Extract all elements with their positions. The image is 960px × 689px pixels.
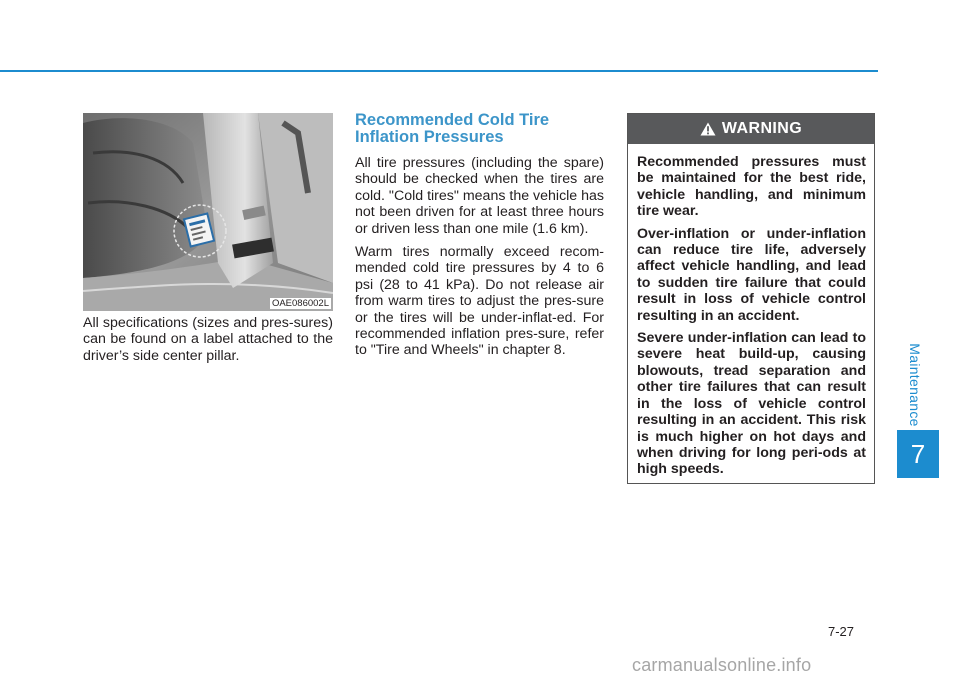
chapter-label: Maintenance	[907, 343, 923, 427]
warning-paragraph: Severe under-inflation can lead to severe heat build-up, causing blowouts, tread separation and other tire failures that can result in the loss of vehicle control resulting in an accident. This risk is much higher on hot days and when driving for long peri-ods at high speeds.	[637, 330, 866, 478]
watermark: carmanualsonline.info	[632, 655, 812, 675]
warning-title: WARNING	[721, 120, 803, 137]
warning-box	[627, 113, 875, 484]
cold-tire-section	[355, 112, 604, 366]
warning-paragraph: Over-inflation or under-inflation can reduce tire life, adversely affect vehicle handling, and lead to sudden tire failure that could result in loss of vehicle control resulting in an accident.	[637, 225, 866, 324]
warning-body	[628, 144, 874, 478]
section-title: Recommended Cold Tire Inflation Pressures	[355, 111, 550, 146]
page-number: 7-27	[828, 624, 855, 639]
section-paragraph: Warm tires normally exceed recom-mended cold tire pressures by 4 to 6 psi (28 to 41 kPa). Do not release air from warm tires to adjust the pres-sure or the tires will be under-inflat-ed. For recommended inflation pres-sure, refer to "Tire and Wheels" in chapter 8.	[355, 244, 604, 359]
door-pillar-illustration	[83, 113, 333, 311]
warning-paragraph: Recommended pressures must be maintained for the best ride, vehicle handling, and minimum tire wear.	[637, 154, 866, 220]
warning-header	[628, 114, 874, 144]
header-rule	[0, 70, 878, 72]
figure-code: OAE086002L	[271, 298, 329, 309]
section-paragraph: All tire pressures (including the spare) should be checked when the tires are cold. "Cold tires" means the vehicle has not been driven for at least three hours or driven less than one mile (1.6 km).	[355, 155, 605, 237]
chapter-side-label	[900, 340, 930, 430]
chapter-tab: 7	[897, 430, 939, 478]
warning-triangle-icon	[700, 122, 716, 136]
label-location-paragraph: All specifications (sizes and pres-sures) can be found on a label attached to the driver’s side center pillar.	[83, 315, 333, 364]
car-door-illustration	[83, 113, 333, 311]
